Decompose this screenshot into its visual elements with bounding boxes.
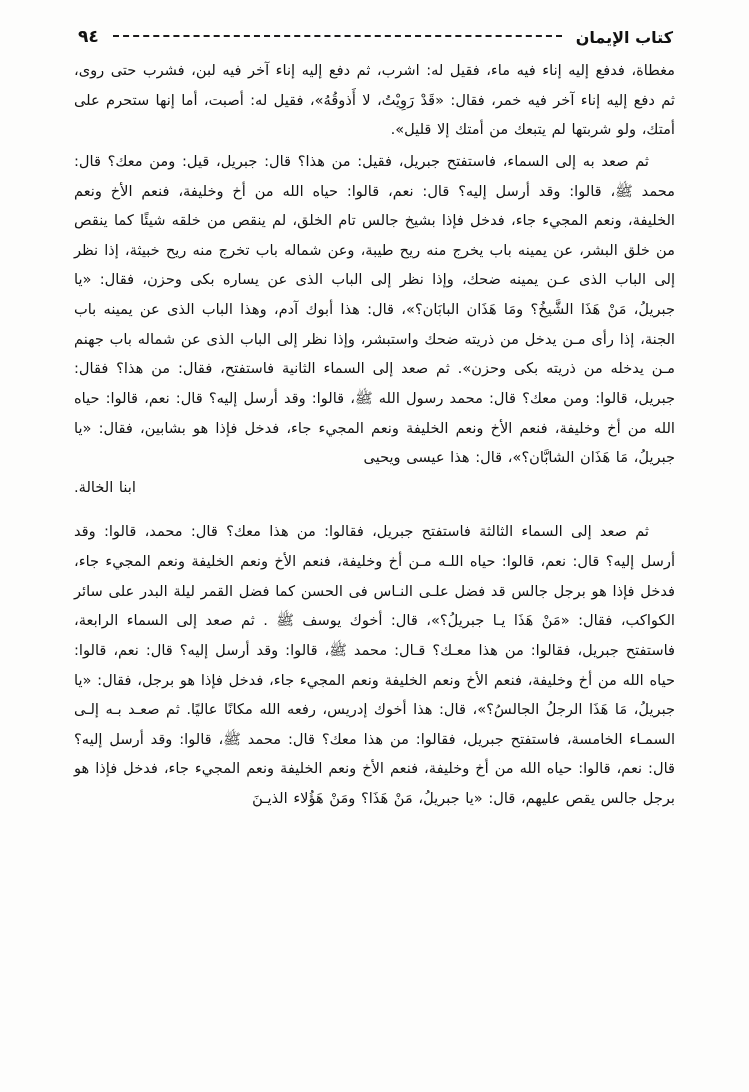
paragraph: ثم صعد به إلى السماء، فاستفتح جبريل، فقيل: من هذا؟ قال: جبريل، قيل: ومن معك؟ قال: محمد ﷺ، قالوا: وقد أرسل إليه؟ قال: نعم، قالوا: حياه الله من أخ وخليفة، فنعم الأخ ونعم الخليفة، ونعم المجيء جاء، فدخل فإذا بشيخ جالس تام الخلق، لم ينقص من خلقه شيئًا كما ينقص من خلق البشر، عن يمينه باب يخرج منه ريح طيبة، وعن شماله باب تخرج منه ريح خبيثة، إذا نظر إلى الباب الذى عـن يمينه ضحك، وإذا نظر إلى الباب الذى عن يساره بكى وحزن، فقال: «يا جبريلُ، مَنْ هَذَا الشَّيخُ؟ ومَا هَذَان البابَان؟»، قال: هذا أبوك آدم، وهذا الباب الذى عن يمينه باب الجنة، إذا رأى مـن يدخل من ذريته ضحك واستبشر، وإذا نظر إلى الباب الذى عن شماله باب جهنم مـن يدخله من ذريته بكى وحزن». ثم صعد إلى السماء الثانية فاستفتح، فقال: من هذا؟ فقال: جبريل، قالوا: ومن معك؟ قال: محمد رسول الله ﷺ، قالوا: وقد أرسل إليه؟ قال: نعم، قالوا: حياه الله من أخ وخليفة، فنعم الأخ ونعم الخليفة ونعم المجيء جاء، فدخل فإذا هو بشابين، فقال: «يا جبريلُ، مَا هَذَان الشابَّان؟»، قال: هذا عيسى ويحيى (74, 152, 675, 467)
header-divider (113, 35, 562, 37)
page-body (74, 56, 675, 814)
page-number: ٩٤ (78, 27, 99, 47)
page-header (74, 22, 675, 52)
paragraph-tail: ابنا الخالة. (74, 478, 136, 496)
paragraph: مغطاة، فدفع إليه إناء فيه ماء، فقيل له: اشرب، ثم دفع إليه إناء آخر فيه لبن، فشرب حتى روى، ثم دفع إليه إناء آخر فيه خمر، فقال: «قَدْ رَوِيْتُ، لا أَذوقُهُ»، فقيل له: أصبت، أما إنها ستحرم على أمتك، ولو شربتها لم يتبعك من أمتك إلا قليل». (74, 62, 675, 139)
paragraph: ثم صعد إلى السماء الثالثة فاستفتح جبريل، فقالوا: من هذا معك؟ قال: محمد، قالوا: وقد أرسل إليه؟ قال: نعم، قالوا: حياه اللـه مـن أخ وخليفة، فنعم الأخ ونعم الخليفة ونعم المجيء جاء، فدخل فإذا هو برجل جالس قد فضل علـى النـاس فى الحسن كما فضل القمر ليلة البدر على سائر الكواكب، فقال: «مَنْ هَذَا يـا جبريلُ؟»، قال: أخوك يوسف ﷺ . ثم صعد إلى السماء الرابعة، فاستفتح جبريل، فقالوا: من هذا معـك؟ قـال: محمد ﷺ، قالوا: وقد أرسل إليه؟ قال: نعم، قالوا: حياه الله من أخ وخليفة، فنعم الأخ ونعم الخليفة ونعم المجيء جاء، فدخل فإذا هو برجل، فقال: «يا جبريلُ، مَا هَذَا الرجلُ الجالسُ؟»، قال: هذا أخوك إدريس، رفعه الله مكانًا عاليًا. ثم صعـد بـه إلـى السمـاء الخامسة، فاستفتح جبريل، فقالوا: من هذا معك؟ قال: محمد ﷺ، قالوا: وقد أرسل إليه؟ قال: نعم، قالوا: حياه الله من أخ وخليفة، فنعم الأخ ونعم الخليفة ونعم المجيء جاء، فدخل فإذا هو برجل جالس يقص عليهم، قال: «يا جبريلُ، مَنْ هَذَا؟ ومَنْ هَؤُلاء الذيـنَ (74, 523, 675, 807)
book-title: كتاب الإيمان (575, 27, 673, 47)
